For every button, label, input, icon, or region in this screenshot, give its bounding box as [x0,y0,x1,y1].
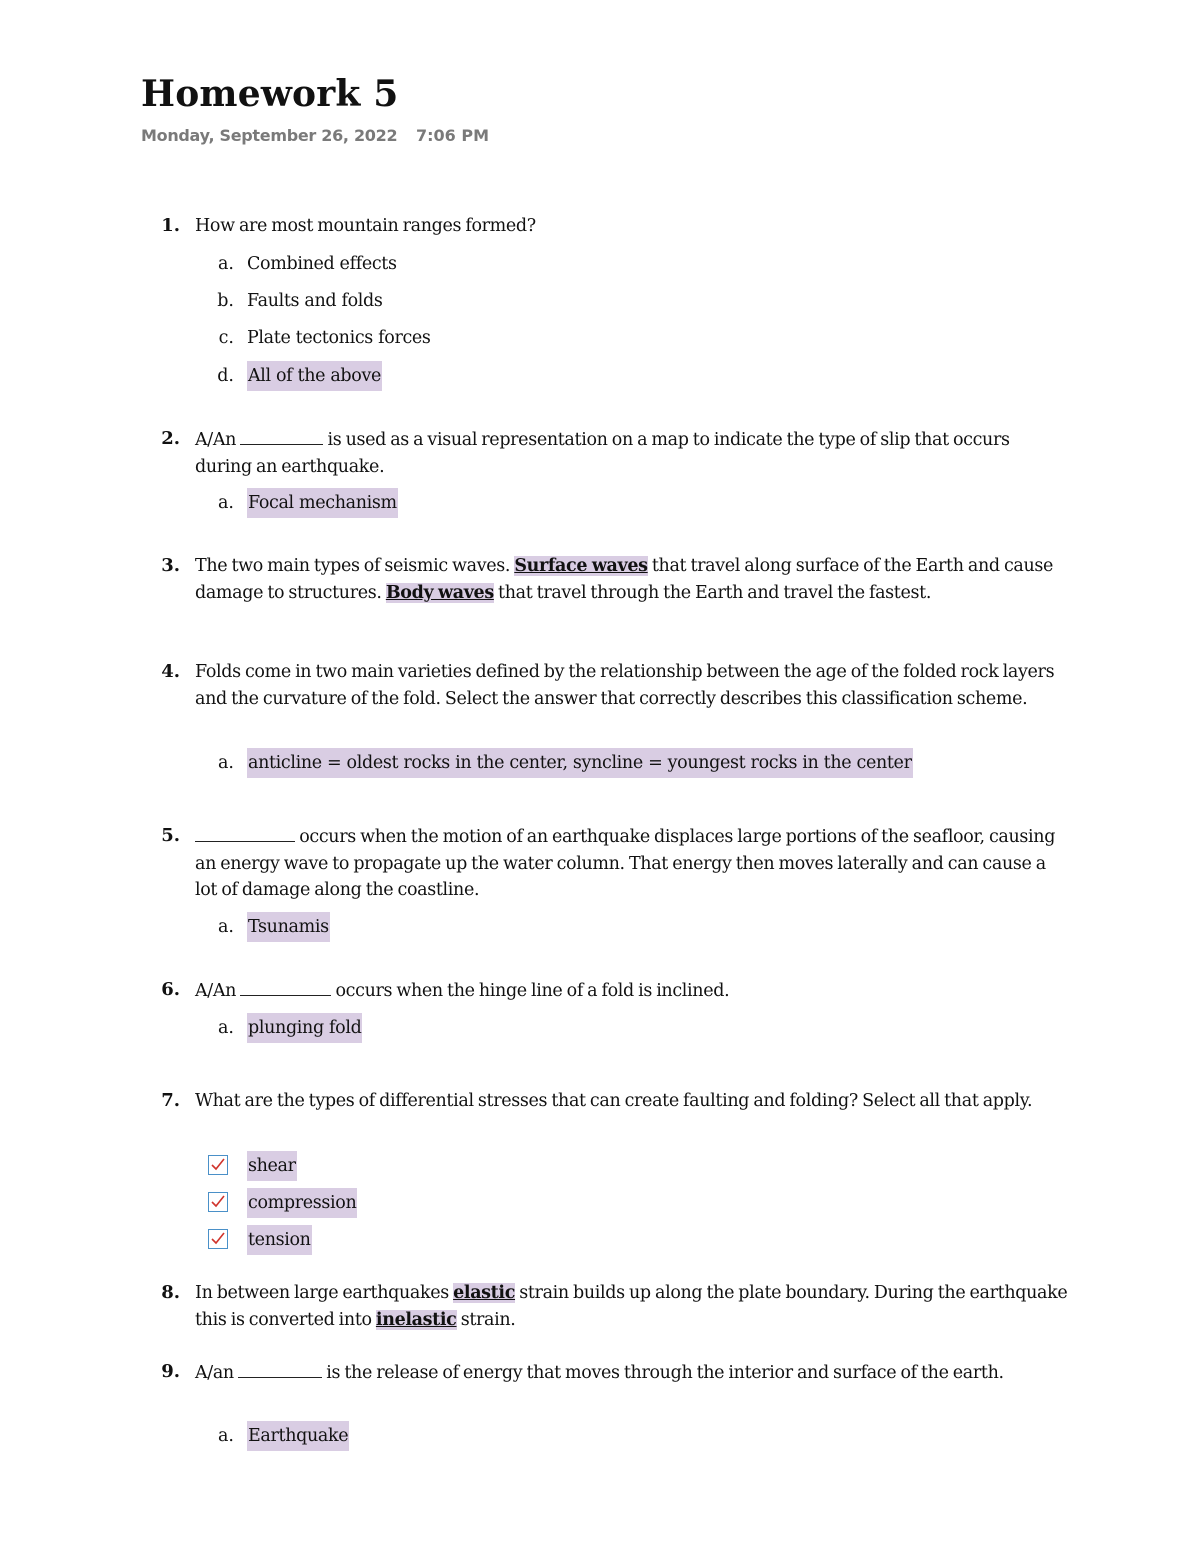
question-text [195,1359,1070,1387]
option-letter: d. [217,366,234,386]
text-part: occurs when the motion of an earthquake displaces large portions of the seafloor, causing an energy wave to propagate up the water column. That energy then moves laterally and can cause a lot of damage along the coastline. [195,827,1056,900]
option-text: Plate tectonics forces [247,328,431,348]
fill-blank [240,977,331,996]
question-9-option-a [0,1421,1200,1451]
highlighted-answer: Focal mechanism [247,488,398,518]
question-number: 5. [161,825,180,846]
highlighted-answer: tension [247,1225,312,1255]
question-7-check-tension [0,1225,1200,1255]
highlighted-answer: plunging fold [247,1013,362,1043]
question-number: 3. [161,555,180,576]
highlighted-answer: compression [247,1188,357,1218]
option-letter: a. [218,493,234,513]
option-letter: a. [218,254,234,274]
text-part: A/an [195,1363,239,1383]
option-letter: a. [218,1426,234,1446]
checkmark-icon [210,1194,226,1210]
highlighted-answer: All of the above [247,361,382,391]
question-1-option-a [0,249,1200,279]
question-text: What are the types of differential stresses that can create faulting and folding? Select all that apply. [195,1091,1033,1111]
page-date: Monday, September 26, 2022 [141,126,398,145]
text-part: A/An [195,430,241,450]
fill-blank [195,823,295,842]
question-text: How are most mountain ranges formed? [195,216,536,236]
checkmark-icon [210,1157,226,1173]
text-part: is used as a visual representation on a map to indicate the type of slip that occurs during an earthquake. [195,430,1010,477]
text-part: In between large earthquakes [195,1283,454,1303]
option-letter: a. [218,917,234,937]
option-letter: b. [217,291,234,311]
question-number: 1. [161,215,180,236]
text-part: is the release of energy that moves through the interior and surface of the earth. [322,1363,1004,1383]
highlighted-answer: Earthquake [247,1421,349,1451]
question-1-option-d [0,361,1200,391]
filled-answer: inelastic [375,1309,457,1330]
question-text [195,553,1070,606]
fill-blank [238,1359,322,1378]
question-1-option-b [0,286,1200,316]
page-title: Homework 5 [141,73,399,115]
question-text [195,1280,1070,1333]
option-letter: a. [218,1018,234,1038]
question-number: 8. [161,1282,180,1303]
question-7-check-shear [0,1151,1200,1181]
question-number: 2. [161,428,180,449]
question-text [195,823,1070,904]
question-text: Folds come in two main varieties defined by the relationship between the age of the folded rock layers and the curvature of the fold. Select the answer that correctly describes this classification scheme. [195,662,1055,709]
fill-blank [240,426,323,445]
highlighted-answer: anticline = oldest rocks in the center, syncline = youngest rocks in the center [247,748,913,778]
option-text: Combined effects [247,254,397,274]
text-part: The two main types of seismic waves. [195,556,515,576]
filled-answer: Body waves [385,582,494,603]
filled-answer: elastic [453,1283,516,1303]
filled-answer: Surface waves [514,556,648,576]
question-text [195,977,1070,1005]
question-number: 9. [161,1361,180,1382]
question-5-option-a [0,912,1200,942]
highlighted-answer: shear [247,1151,297,1181]
question-number: 7. [161,1090,180,1111]
page-time: 7:06 PM [416,126,490,145]
text-part: that travel through the Earth and travel the fastest. [493,582,932,603]
text-part: strain builds up along the plate boundary. During the earthquake this is converted into [195,1283,1068,1330]
question-6-option-a [0,1013,1200,1043]
highlighted-answer: Tsunamis [247,912,330,942]
question-number: 6. [161,979,180,1000]
page-meta [141,124,490,148]
checked-checkbox[interactable] [208,1155,228,1175]
option-text: Faults and folds [247,291,383,311]
text-part: occurs when the hinge line of a fold is inclined. [331,981,730,1001]
checked-checkbox[interactable] [208,1229,228,1249]
text-part: that travel along surface of the Earth and cause damage to structures. [195,556,1054,603]
question-text [195,426,1070,480]
option-letter: a. [218,753,234,773]
option-letter: c. [218,328,234,348]
checkmark-icon [210,1231,226,1247]
question-number: 4. [161,661,180,682]
question-7-check-compression [0,1188,1200,1218]
text-part: strain. [456,1309,516,1330]
text-part: A/An [195,981,241,1001]
question-4-option-a [0,748,1200,778]
question-2-option-a [0,488,1200,518]
checked-checkbox[interactable] [208,1192,228,1212]
question-1-option-c [0,323,1200,353]
